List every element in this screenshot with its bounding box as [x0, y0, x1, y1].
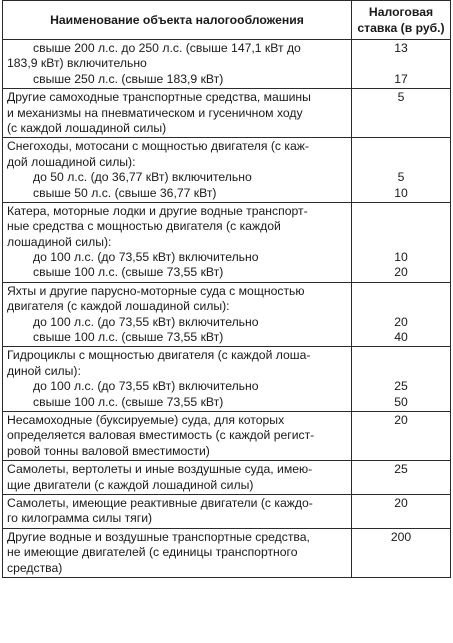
tax-rate-spacer	[352, 56, 450, 71]
tax-rate-spacer	[352, 428, 450, 443]
object-name-line: Другие водные и воздушные транспортные средства,	[7, 529, 310, 544]
object-name-line: Яхты и другие парусно-моторные суда с мощностью	[7, 283, 305, 298]
tax-rate-value: 50	[394, 394, 408, 409]
tax-rate-value: 10	[394, 250, 408, 265]
object-name-line: до 100 л.с. (до 73,55 кВт) включительно	[33, 250, 259, 265]
table-row	[3, 528, 451, 577]
tax-rate-cell	[352, 138, 451, 203]
object-name-line: Самолеты, имеющие реактивные двигатели (с каждо-	[7, 495, 313, 510]
tax-rate-spacer	[352, 545, 450, 560]
tax-rate-spacer	[352, 139, 450, 154]
object-name-cell	[3, 40, 352, 89]
object-name-line: ровой тонны валовой вместимости)	[7, 443, 210, 458]
object-name-line: свыше 50 л.с. (свыше 36,77 кВт)	[33, 185, 217, 200]
object-name-cell	[3, 282, 352, 347]
column-header-object-label: Наименование объекта налогообложения	[50, 13, 304, 27]
object-name-line: (с каждой лошадиной силы)	[7, 120, 167, 135]
tax-rate-spacer	[352, 561, 450, 576]
tax-rate-value: 40	[394, 330, 408, 345]
object-name-cell	[3, 347, 352, 412]
table-row	[3, 89, 451, 138]
tax-rate-document	[2, 0, 451, 578]
tax-rate-table	[2, 0, 451, 578]
object-name-line: Катера, моторные лодки и другие водные транспорт-	[7, 203, 308, 218]
object-name-line: ные средства с мощностью двигателя (с каждой	[7, 219, 281, 234]
object-name-line: го килограмма силы тяги)	[7, 511, 153, 526]
object-name-line: дой лошадиной силы):	[7, 154, 136, 169]
tax-rate-value: 20	[394, 265, 408, 280]
object-name-line: определяется валовая вместимость (с каждой регист-	[7, 428, 315, 443]
object-name-cell	[3, 89, 352, 138]
table-row	[3, 461, 451, 495]
object-name-line: не имеющие двигателей (с единицы транспортного	[7, 545, 298, 560]
object-name-cell	[3, 528, 352, 577]
tax-rate-cell	[352, 528, 451, 577]
tax-rate-spacer	[352, 155, 450, 170]
tax-rate-cell	[352, 282, 451, 347]
table-row	[3, 138, 451, 203]
table-body	[3, 40, 451, 578]
table-row	[3, 40, 451, 89]
tax-rate-cell	[352, 202, 451, 282]
table-row	[3, 202, 451, 282]
tax-rate-cell	[352, 494, 451, 528]
tax-rate-value: 25	[394, 462, 408, 477]
tax-rate-value: 5	[397, 90, 405, 105]
object-name-line: лошадиной силы):	[7, 234, 112, 249]
object-name-cell	[3, 138, 352, 203]
object-name-line: свыше 100 л.с. (свыше 73,55 кВт)	[33, 394, 224, 409]
tax-rate-spacer	[352, 219, 450, 234]
object-name-line: Другие самоходные транспортные средства, машины	[7, 90, 311, 105]
table-row	[3, 347, 451, 412]
object-name-cell	[3, 494, 352, 528]
object-name-line: до 50 л.с. (до 36,77 кВт) включительно	[33, 170, 252, 185]
object-name-line: до 100 л.с. (до 73,55 кВт) включительно	[33, 379, 259, 394]
object-name-line: Самолеты, вертолеты и иные воздушные суда, имею-	[7, 462, 313, 477]
tax-rate-value: 20	[394, 314, 408, 329]
column-header-object	[3, 1, 352, 40]
object-name-line: двигателя (с каждой лошадиной силы):	[7, 299, 230, 314]
object-name-line: свыше 100 л.с. (свыше 73,55 кВт)	[33, 265, 224, 280]
object-name-line: Несамоходные (буксируемые) суда, для которых	[7, 412, 285, 427]
tax-rate-spacer	[352, 299, 450, 314]
object-name-line: Снегоходы, мотосани с мощностью двигателя (с каж-	[7, 139, 309, 154]
object-name-line: щие двигатели (с каждой лошадиной силы)	[7, 477, 254, 492]
object-name-line: и механизмы на пневматическом и гусеничном ходу	[7, 105, 303, 120]
tax-rate-cell	[352, 411, 451, 460]
object-name-cell	[3, 202, 352, 282]
tax-rate-spacer	[352, 348, 450, 363]
tax-rate-value: 17	[394, 71, 408, 86]
tax-rate-spacer	[352, 284, 450, 299]
tax-rate-cell	[352, 347, 451, 412]
tax-rate-spacer	[352, 478, 450, 493]
tax-rate-value: 20	[394, 412, 408, 427]
tax-rate-spacer	[352, 511, 450, 526]
object-name-line: свыше 100 л.с. (свыше 73,55 кВт)	[33, 330, 224, 345]
tax-rate-cell	[352, 461, 451, 495]
tax-rate-spacer	[352, 106, 450, 121]
tax-rate-value: 13	[394, 41, 408, 55]
object-name-cell	[3, 461, 352, 495]
object-name-line: до 100 л.с. (до 73,55 кВт) включительно	[33, 314, 259, 329]
object-name-line: свыше 250 л.с. (свыше 183,9 кВт)	[33, 71, 224, 86]
object-name-line: средства)	[7, 560, 63, 575]
object-name-line: Гидроциклы с мощностью двигателя (с каждой лоша-	[7, 348, 311, 363]
tax-rate-value: 10	[394, 185, 408, 200]
tax-rate-value: 5	[397, 170, 405, 185]
tax-rate-cell	[352, 40, 451, 89]
table-row	[3, 411, 451, 460]
tax-rate-value: 25	[394, 379, 408, 394]
column-header-rate-line1: Налоговая	[368, 5, 434, 19]
object-name-line: диной силы):	[7, 363, 81, 378]
table-row	[3, 282, 451, 347]
table-row	[3, 494, 451, 528]
table-header-row	[3, 1, 451, 40]
tax-rate-value: 200	[390, 529, 412, 544]
tax-rate-spacer	[352, 364, 450, 379]
tax-rate-spacer	[352, 121, 450, 136]
tax-rate-spacer	[352, 235, 450, 250]
tax-rate-cell	[352, 89, 451, 138]
object-name-line: свыше 200 л.с. до 250 л.с. (свыше 147,1 кВт до	[33, 41, 301, 55]
tax-rate-value: 20	[394, 495, 408, 510]
tax-rate-spacer	[352, 204, 450, 219]
column-header-rate-line2: ставка (в руб.)	[357, 21, 445, 35]
object-name-cell	[3, 411, 352, 460]
object-name-line: 183,9 кВт) включительно	[7, 56, 147, 71]
tax-rate-spacer	[352, 444, 450, 459]
column-header-rate	[352, 1, 451, 40]
